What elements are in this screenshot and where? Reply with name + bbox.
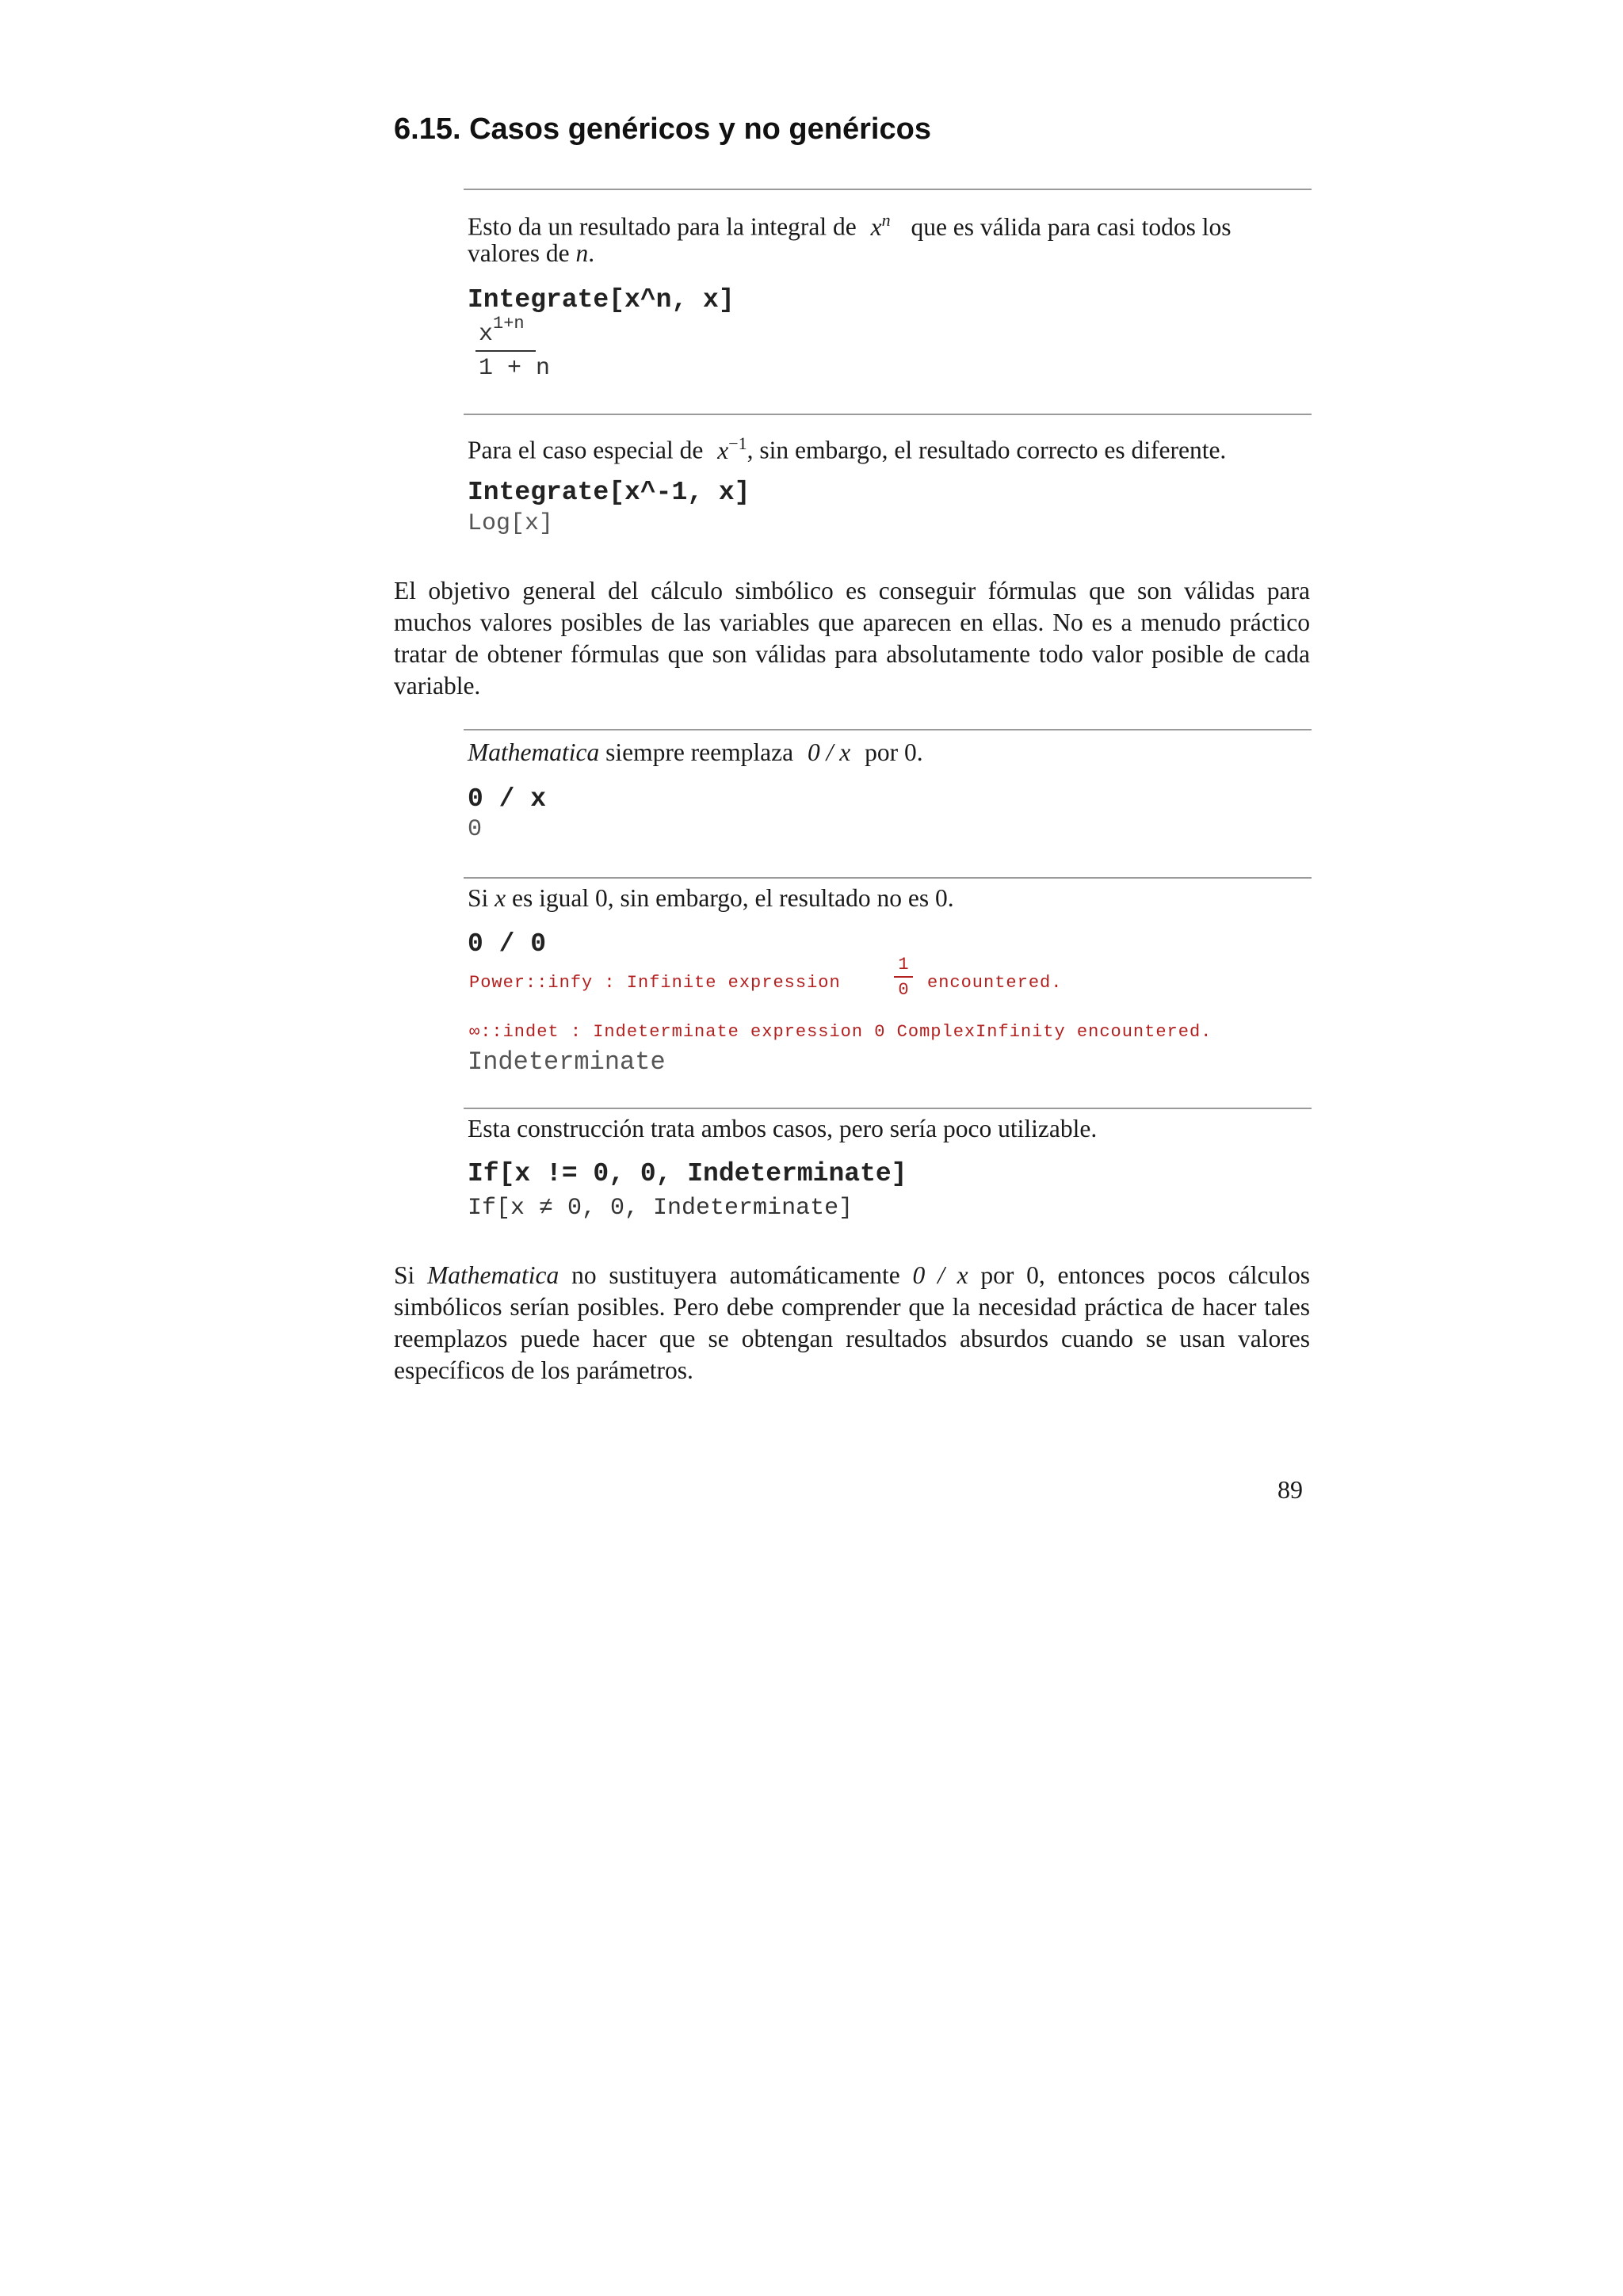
cell4-message-infy: Power::infy : Infinite expression [469, 973, 841, 993]
cell1-text: Esto da un resultado para la integral de $x^n$ que es válida para casi todos los [468, 210, 1232, 241]
cell4-message-fraction: 1 0 [894, 955, 913, 1000]
cell2-text: Para el caso especial de $x^{-1}$, sin embargo, el resultado correcto es diferente. [468, 433, 1227, 464]
cell2-output: Log[x] [468, 510, 554, 537]
cell4-input[interactable]: 0 / 0 [468, 929, 547, 959]
cell4-message-encountered: encountered. [927, 973, 1063, 993]
cell-divider [464, 877, 1312, 879]
cell3-text: Mathematica siempre reemplaza 0 / x por 0. [468, 738, 923, 766]
document-page: 6.15. Casos genéricos y no genéricos Esto da un resultado para la integral de $x^n$ que es válida para casi todos los valores de n. Integrate[x^n, x] $x^{1+n}$ 1 + n Para el caso especial de $x^{-1}$, sin embargo, el resultado correcto es diferente. Integrate[x^-1, x] Log[x] El objetivo general del cálculo simbólico es conseguir fórmulas que son válidas para muchos valores posibles de las variables que aparecen en ellas. No es a menudo práctico tratar de obtener fórmulas que son válidas para absolutamente todo valor posible de cada variable. Mathematica siempre reemplaza 0 / x por 0. 0 / x 0 Si x es igual 0, sin embargo, el resultado no es 0. 0 / 0 Power::infy : Infinite expression 1 0 encountered. ∞::indet : Indeterminate expression 0 ComplexInfinity encountered. Indeterminate Esta construcción trata ambos casos, pero sería poco utilizable. If[x != 0, 0, Indeterminate] If[x ≠ 0, 0, Indeterminate] Si Mathematica no sustituyera automáticamente 0 / x por 0, entonces pocos cálculos simbólicos serían posibles. Pero debe comprender que la necesidad práctica de hacer tales reemplazos puede hacer que se obtengan resultados absurdos cuando se usan valores específicos de los parámetros. 89 [394, 113, 1310, 1504]
body-paragraph: El objetivo general del cálculo simbólico es conseguir fórmulas que son válidas para muchos valores posibles de las variables que aparecen en ellas. No es a menudo práctico tratar de obtener fórmulas que son válidas para absolutamente todo valor posible de cada variable. [394, 577, 1310, 700]
cell4-text: Si x es igual 0, sin embargo, el resultado no es 0. [468, 884, 954, 912]
section-title: 6.15. Casos genéricos y no genéricos [394, 113, 931, 146]
cell1-input[interactable]: Integrate[x^n, x] [468, 285, 735, 315]
cell-divider [464, 189, 1312, 190]
cell-divider [464, 414, 1312, 415]
cell-divider [464, 1108, 1312, 1109]
cell1-text-line2: valores de n. [468, 239, 595, 267]
cell3-input[interactable]: 0 / x [468, 784, 547, 814]
cell3-output: 0 [468, 816, 483, 843]
cell4-output: Indeterminate [468, 1047, 666, 1077]
cell4-message-indet: ∞::indet : Indeterminate expression 0 ComplexInfinity encountered. [469, 1022, 1212, 1042]
cell2-input[interactable]: Integrate[x^-1, x] [468, 478, 750, 507]
page-number: 89 [1277, 1475, 1303, 1504]
body-paragraph-2: Si Mathematica no sustituyera automáticamente 0 / x por 0, entonces pocos cálculos simbólicos serían posibles. Pero debe comprender que la necesidad práctica de hacer tales reemplazos puede hacer que se obtengan resultados absurdos cuando se usan valores específicos de los parámetros. [394, 1261, 1310, 1384]
cell-divider [464, 729, 1312, 730]
cell5-input[interactable]: If[x != 0, 0, Indeterminate] [468, 1159, 907, 1188]
cell5-text: Esta construcción trata ambos casos, pero sería poco utilizable. [468, 1115, 1098, 1142]
cell5-output: If[x ≠ 0, 0, Indeterminate] [468, 1195, 854, 1222]
